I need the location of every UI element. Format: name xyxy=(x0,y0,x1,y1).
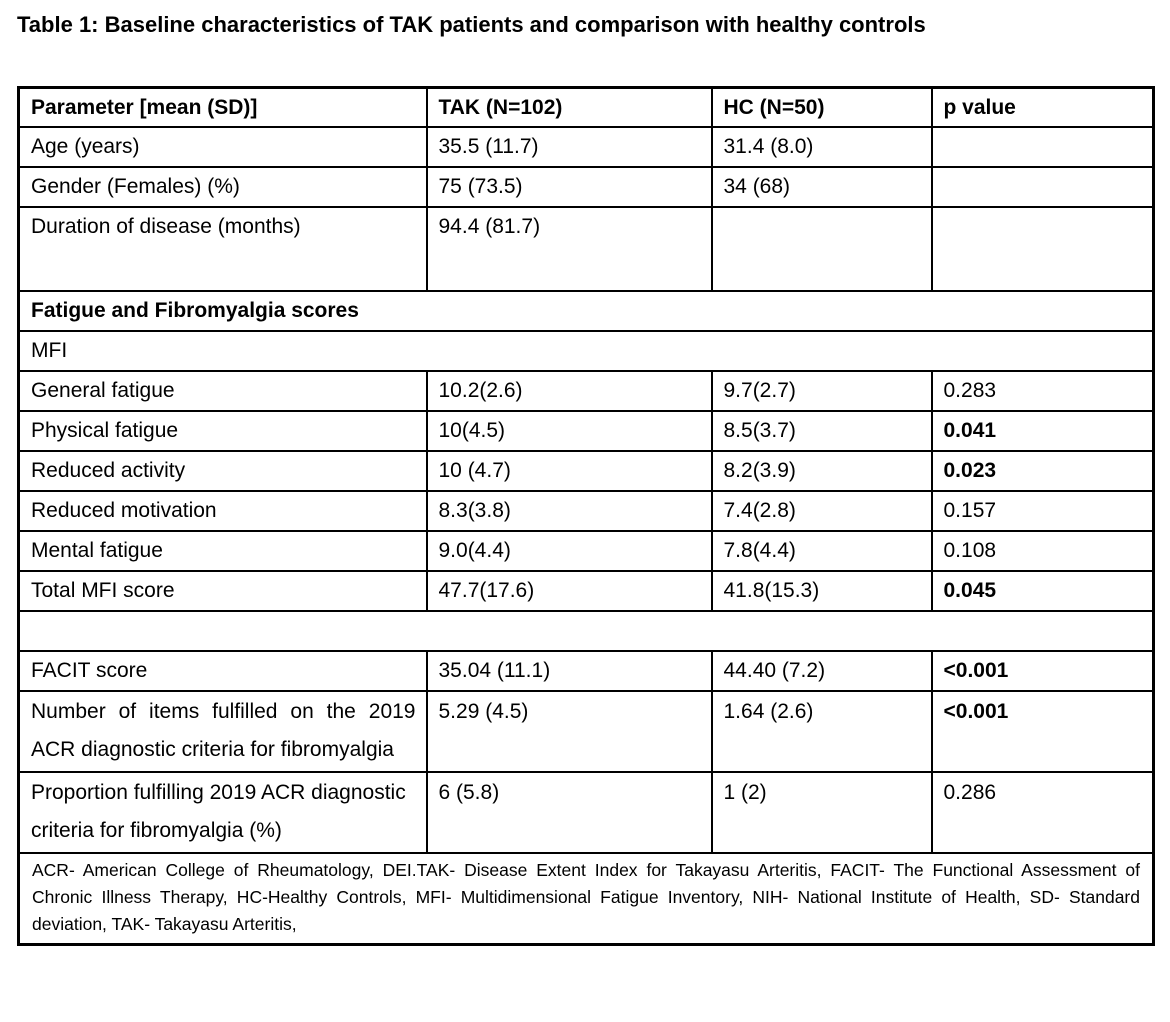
row-general-fatigue xyxy=(19,371,1154,411)
cell-p: <0.001 xyxy=(932,691,1154,772)
cell-p: 0.023 xyxy=(932,451,1154,491)
cell-tak: 10.2(2.6) xyxy=(427,371,712,411)
cell-p: 0.041 xyxy=(932,411,1154,451)
row-footnote xyxy=(19,853,1154,945)
cell-tak: 8.3(3.8) xyxy=(427,491,712,531)
row-age xyxy=(19,127,1154,167)
cell-hc: 34 (68) xyxy=(712,167,932,207)
cell-parameter: Reduced motivation xyxy=(19,491,427,531)
row-acr-items xyxy=(19,691,1154,772)
row-facit xyxy=(19,651,1154,691)
row-reduced-activity xyxy=(19,451,1154,491)
cell-p xyxy=(932,127,1154,167)
header-hc: HC (N=50) xyxy=(712,88,932,128)
row-acr-proportion xyxy=(19,772,1154,853)
row-duration xyxy=(19,207,1154,291)
row-reduced-motivation xyxy=(19,491,1154,531)
cell-parameter: General fatigue xyxy=(19,371,427,411)
row-gender xyxy=(19,167,1154,207)
cell-parameter: Total MFI score xyxy=(19,571,427,611)
section-header-mfi: MFI xyxy=(19,331,1154,371)
abbreviations-footnote: ACR- American College of Rheumatology, DEI.TAK- Disease Extent Index for Takayasu Arteritis, FACIT- The Functional Assessment of Chronic Illness Therapy, HC-Healthy Controls, MFI- Multidimensional Fatigue Inventory, NIH- National Institute of Health, SD- Standard deviation, TAK- Takayasu Arteritis, xyxy=(19,853,1154,945)
cell-parameter: Gender (Females) (%) xyxy=(19,167,427,207)
row-section-fatigue xyxy=(19,291,1154,331)
cell-parameter: Age (years) xyxy=(19,127,427,167)
cell-tak: 5.29 (4.5) xyxy=(427,691,712,772)
row-section-mfi xyxy=(19,331,1154,371)
cell-p: 0.286 xyxy=(932,772,1154,853)
cell-p xyxy=(932,167,1154,207)
row-spacer xyxy=(19,611,1154,651)
cell-tak: 35.04 (11.1) xyxy=(427,651,712,691)
cell-hc: 7.4(2.8) xyxy=(712,491,932,531)
cell-parameter: Duration of disease (months) xyxy=(19,207,427,291)
cell-tak: 10(4.5) xyxy=(427,411,712,451)
row-total-mfi xyxy=(19,571,1154,611)
cell-parameter: Mental fatigue xyxy=(19,531,427,571)
cell-tak: 75 (73.5) xyxy=(427,167,712,207)
header-p-value: p value xyxy=(932,88,1154,128)
cell-parameter: Reduced activity xyxy=(19,451,427,491)
spacer-cell xyxy=(19,611,1154,651)
cell-p: <0.001 xyxy=(932,651,1154,691)
cell-parameter: FACIT score xyxy=(19,651,427,691)
cell-parameter: Proportion fulfilling 2019 ACR diagnostic criteria for fibromyalgia (%) xyxy=(19,772,427,853)
cell-hc: 8.5(3.7) xyxy=(712,411,932,451)
cell-hc: 7.8(4.4) xyxy=(712,531,932,571)
cell-p: 0.108 xyxy=(932,531,1154,571)
cell-p: 0.045 xyxy=(932,571,1154,611)
cell-tak: 10 (4.7) xyxy=(427,451,712,491)
cell-hc: 31.4 (8.0) xyxy=(712,127,932,167)
cell-tak: 35.5 (11.7) xyxy=(427,127,712,167)
cell-tak: 9.0(4.4) xyxy=(427,531,712,571)
cell-hc: 1.64 (2.6) xyxy=(712,691,932,772)
cell-hc: 9.7(2.7) xyxy=(712,371,932,411)
cell-hc: 41.8(15.3) xyxy=(712,571,932,611)
cell-parameter: Physical fatigue xyxy=(19,411,427,451)
cell-tak: 47.7(17.6) xyxy=(427,571,712,611)
header-row xyxy=(19,88,1154,128)
cell-tak: 94.4 (81.7) xyxy=(427,207,712,291)
header-tak: TAK (N=102) xyxy=(427,88,712,128)
header-parameter: Parameter [mean (SD)] xyxy=(19,88,427,128)
cell-p xyxy=(932,207,1154,291)
cell-hc: 8.2(3.9) xyxy=(712,451,932,491)
baseline-characteristics-table xyxy=(17,86,1155,946)
cell-p: 0.283 xyxy=(932,371,1154,411)
row-physical-fatigue xyxy=(19,411,1154,451)
cell-hc xyxy=(712,207,932,291)
cell-parameter: Number of items fulfilled on the 2019 ACR diagnostic criteria for fibromyalgia xyxy=(19,691,427,772)
cell-hc: 1 (2) xyxy=(712,772,932,853)
row-mental-fatigue xyxy=(19,531,1154,571)
section-header-fatigue: Fatigue and Fibromyalgia scores xyxy=(19,291,1154,331)
table-caption: Table 1: Baseline characteristics of TAK patients and comparison with healthy controls xyxy=(17,12,926,37)
cell-p: 0.157 xyxy=(932,491,1154,531)
page xyxy=(0,10,1170,946)
cell-hc: 44.40 (7.2) xyxy=(712,651,932,691)
cell-tak: 6 (5.8) xyxy=(427,772,712,853)
